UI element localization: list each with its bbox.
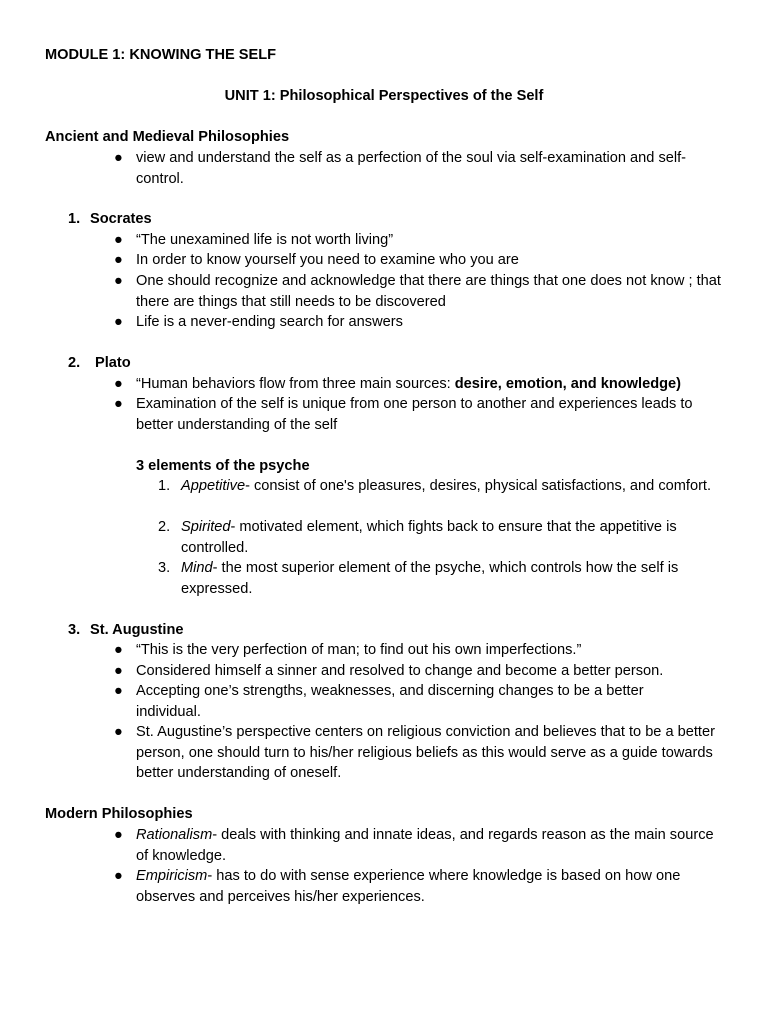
- socrates-heading: Socrates: [90, 211, 152, 227]
- bullet-icon: ●: [114, 827, 123, 843]
- psyche-item-2: [181, 517, 726, 558]
- psyche-item-3: [181, 558, 726, 599]
- modern-desc-1: - deals with thinking and innate ideas, and regards reason as the main source of knowledge.: [136, 827, 714, 864]
- bullet-icon: ●: [114, 232, 123, 248]
- modern-term-1: Rationalism: [136, 827, 213, 843]
- socrates-bullet-2: In order to know yourself you need to examine who you are: [136, 252, 519, 268]
- plato-number: 2.: [68, 355, 81, 371]
- augustine-heading: St. Augustine: [90, 622, 184, 638]
- bullet-icon: ●: [114, 663, 123, 679]
- psyche-number-1: 1.: [158, 478, 171, 494]
- modern-item-2: [136, 866, 726, 907]
- augustine-bullet-1: “This is the very perfection of man; to find out his own imperfections.”: [136, 642, 582, 658]
- augustine-bullet-2: Considered himself a sinner and resolved to change and become a better person.: [136, 663, 664, 679]
- unit-title: UNIT 1: Philosophical Perspectives of the Self: [224, 88, 544, 104]
- bullet-icon: ●: [114, 642, 123, 658]
- socrates-bullet-3: One should recognize and acknowledge that there are things that one does not know ; that there are things that still needs to be discovered: [136, 273, 721, 310]
- modern-desc-2: - has to do with sense experience where knowledge is based on how one observes and perceives his/her experiences.: [136, 868, 681, 905]
- plato-bullet-1: [136, 374, 726, 395]
- section-heading-modern: Modern Philosophies: [45, 806, 193, 822]
- psyche-term-1: Appetitive: [181, 478, 246, 494]
- psyche-term-3: Mind: [181, 560, 213, 576]
- psyche-item-1: [181, 476, 726, 497]
- psyche-term-2: Spirited: [181, 519, 231, 535]
- section-heading-ancient: Ancient and Medieval Philosophies: [45, 129, 290, 145]
- augustine-bullet-4: St. Augustine’s perspective centers on religious conviction and believes that to be a better person, one should turn to his/her religious beliefs as this would serve as a guide towards better understanding of oneself.: [136, 724, 715, 782]
- psyche-heading: 3 elements of the psyche: [136, 458, 310, 474]
- socrates-number: 1.: [68, 211, 81, 227]
- plato-heading: Plato: [95, 355, 131, 371]
- bullet-icon: ●: [114, 396, 123, 412]
- bullet-icon: ●: [114, 273, 123, 289]
- psyche-desc-2: - motivated element, which fights back to ensure that the appetitive is controlled.: [181, 519, 677, 556]
- bullet-icon: ●: [114, 252, 123, 268]
- bullet-icon: ●: [114, 868, 123, 884]
- plato-bullet-1-bold: desire, emotion, and knowledge): [454, 376, 682, 392]
- plato-bullet-2: Examination of the self is unique from one person to another and experiences leads to better understanding of the self: [136, 396, 693, 433]
- module-title: MODULE 1: KNOWING THE SELF: [45, 47, 277, 63]
- socrates-bullet-1: “The unexamined life is not worth living”: [136, 232, 394, 248]
- bullet-icon: ●: [114, 314, 123, 330]
- bullet-icon: ●: [114, 376, 123, 392]
- modern-term-2: Empiricism: [136, 868, 208, 884]
- bullet-icon: ●: [114, 683, 123, 699]
- psyche-desc-1: - consist of one's pleasures, desires, physical satisfactions, and comfort.: [245, 478, 712, 494]
- psyche-number-2: 2.: [158, 519, 171, 535]
- psyche-number-3: 3.: [158, 560, 171, 576]
- augustine-number: 3.: [68, 622, 81, 638]
- bullet-icon: ●: [114, 150, 123, 166]
- plato-bullet-1-plain: “Human behaviors flow from three main sources:: [136, 376, 455, 392]
- psyche-desc-3: - the most superior element of the psyche, which controls how the self is expressed.: [181, 560, 679, 597]
- ancient-bullet-text: view and understand the self as a perfection of the soul via self-examination and self-control.: [136, 150, 687, 187]
- socrates-bullet-4: Life is a never-ending search for answers: [136, 314, 403, 330]
- augustine-bullet-3: Accepting one’s strengths, weaknesses, and discerning changes to be a better individual.: [136, 683, 644, 720]
- bullet-icon: ●: [114, 724, 123, 740]
- modern-item-1: [136, 825, 726, 866]
